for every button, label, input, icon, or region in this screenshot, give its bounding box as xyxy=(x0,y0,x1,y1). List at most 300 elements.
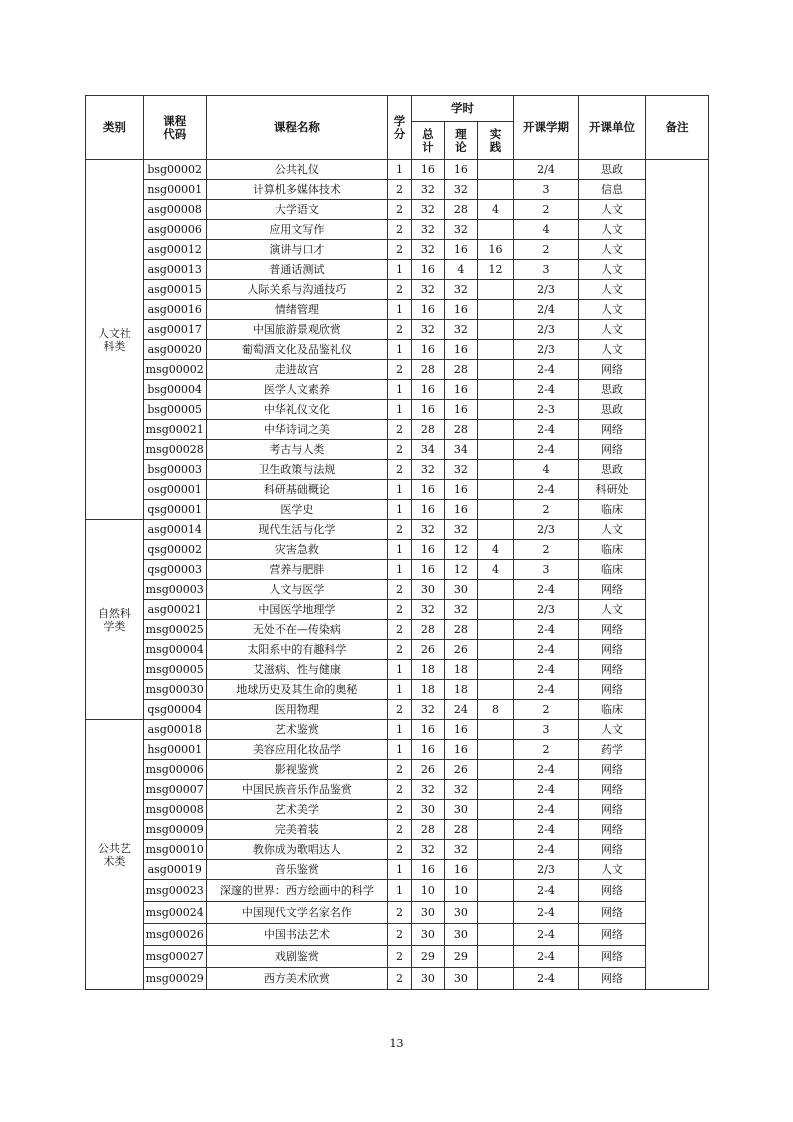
cell-practice xyxy=(477,902,513,924)
cell-credit: 2 xyxy=(388,700,412,720)
table-header xyxy=(86,96,709,160)
cell-theory: 28 xyxy=(444,620,477,640)
cell-code: asg00019 xyxy=(143,860,206,880)
header-notes: 备注 xyxy=(646,96,709,160)
cell-credit: 2 xyxy=(388,620,412,640)
cell-name: 音乐鉴赏 xyxy=(206,860,388,880)
cell-unit: 临床 xyxy=(578,560,645,580)
cell-practice: 12 xyxy=(477,260,513,280)
table-row xyxy=(86,360,709,380)
header-unit: 开课单位 xyxy=(578,96,645,160)
cell-unit: 人文 xyxy=(578,280,645,300)
cell-credit: 2 xyxy=(388,946,412,968)
header-name: 课程名称 xyxy=(206,96,388,160)
cell-unit: 思政 xyxy=(578,380,645,400)
header-practice-line2: 践 xyxy=(489,139,502,154)
cell-semester: 4 xyxy=(514,220,579,240)
cell-total: 16 xyxy=(411,340,444,360)
cell-unit: 临床 xyxy=(578,700,645,720)
cell-theory: 34 xyxy=(444,440,477,460)
cell-practice: 4 xyxy=(477,560,513,580)
header-total xyxy=(411,122,444,160)
cell-unit: 网络 xyxy=(578,680,645,700)
cell-practice xyxy=(477,320,513,340)
cell-theory: 16 xyxy=(444,300,477,320)
cell-total: 16 xyxy=(411,560,444,580)
cell-theory: 26 xyxy=(444,640,477,660)
header-category: 类别 xyxy=(86,96,144,160)
category-cell xyxy=(86,720,144,990)
cell-semester: 2-4 xyxy=(514,660,579,680)
cell-semester: 3 xyxy=(514,720,579,740)
course-table xyxy=(85,95,709,990)
cell-unit: 网络 xyxy=(578,760,645,780)
cell-practice xyxy=(477,520,513,540)
cell-name: 中国医学地理学 xyxy=(206,600,388,620)
cell-theory: 26 xyxy=(444,760,477,780)
table-row xyxy=(86,680,709,700)
cell-semester: 2-4 xyxy=(514,680,579,700)
cell-total: 32 xyxy=(411,240,444,260)
cell-code: msg00005 xyxy=(143,660,206,680)
cell-unit: 药学 xyxy=(578,740,645,760)
cell-unit: 网络 xyxy=(578,924,645,946)
cell-code: asg00021 xyxy=(143,600,206,620)
cell-credit: 2 xyxy=(388,924,412,946)
cell-total: 30 xyxy=(411,902,444,924)
cell-total: 16 xyxy=(411,380,444,400)
cell-unit: 网络 xyxy=(578,780,645,800)
category-cell xyxy=(86,160,144,520)
table-row xyxy=(86,760,709,780)
cell-semester: 2-4 xyxy=(514,420,579,440)
table-row xyxy=(86,740,709,760)
cell-code: msg00010 xyxy=(143,840,206,860)
cell-total: 16 xyxy=(411,480,444,500)
cell-code: asg00012 xyxy=(143,240,206,260)
cell-code: msg00008 xyxy=(143,800,206,820)
cell-practice xyxy=(477,740,513,760)
table-row xyxy=(86,620,709,640)
cell-total: 32 xyxy=(411,200,444,220)
header-total-line2: 计 xyxy=(422,139,434,154)
header-theory-line2: 论 xyxy=(455,139,467,154)
table-row xyxy=(86,902,709,924)
cell-name: 地球历史及其生命的奥秘 xyxy=(206,680,388,700)
cell-name: 完美着装 xyxy=(206,820,388,840)
cell-practice xyxy=(477,460,513,480)
cell-name: 医学人文素养 xyxy=(206,380,388,400)
cell-unit: 网络 xyxy=(578,580,645,600)
cell-credit: 1 xyxy=(388,540,412,560)
cell-name: 教你成为歌唱达人 xyxy=(206,840,388,860)
cell-practice xyxy=(477,360,513,380)
header-practice-line1: 实 xyxy=(489,126,502,141)
table-row xyxy=(86,968,709,990)
cell-theory: 32 xyxy=(444,780,477,800)
cell-practice xyxy=(477,860,513,880)
cell-total: 28 xyxy=(411,820,444,840)
cell-theory: 24 xyxy=(444,700,477,720)
cell-practice xyxy=(477,500,513,520)
cell-unit: 网络 xyxy=(578,840,645,860)
cell-practice xyxy=(477,480,513,500)
cell-code: msg00025 xyxy=(143,620,206,640)
cell-code: msg00030 xyxy=(143,680,206,700)
table-row xyxy=(86,520,709,540)
cell-code: msg00003 xyxy=(143,580,206,600)
cell-credit: 1 xyxy=(388,660,412,680)
cell-unit: 网络 xyxy=(578,360,645,380)
category-line1: 人文社 xyxy=(97,326,131,340)
cell-code: nsg00001 xyxy=(143,180,206,200)
cell-credit: 2 xyxy=(388,220,412,240)
notes-cell xyxy=(646,160,709,990)
header-theory-line1: 理 xyxy=(455,126,467,141)
cell-credit: 2 xyxy=(388,760,412,780)
cell-unit: 临床 xyxy=(578,540,645,560)
cell-theory: 32 xyxy=(444,180,477,200)
cell-credit: 2 xyxy=(388,240,412,260)
cell-semester: 3 xyxy=(514,180,579,200)
cell-semester: 2/3 xyxy=(514,340,579,360)
table-row xyxy=(86,260,709,280)
cell-total: 16 xyxy=(411,720,444,740)
cell-name: 营养与肥胖 xyxy=(206,560,388,580)
cell-name: 中华礼仪文化 xyxy=(206,400,388,420)
header-practice xyxy=(477,122,513,160)
header-code-line1: 课程 xyxy=(163,113,187,128)
cell-practice xyxy=(477,800,513,820)
cell-semester: 2-4 xyxy=(514,924,579,946)
cell-theory: 32 xyxy=(444,220,477,240)
cell-unit: 人文 xyxy=(578,220,645,240)
cell-unit: 人文 xyxy=(578,520,645,540)
cell-code: bsg00003 xyxy=(143,460,206,480)
cell-credit: 1 xyxy=(388,480,412,500)
cell-unit: 网络 xyxy=(578,440,645,460)
cell-total: 16 xyxy=(411,540,444,560)
category-line2: 科类 xyxy=(103,339,126,353)
table-row xyxy=(86,440,709,460)
cell-name: 现代生活与化学 xyxy=(206,520,388,540)
cell-name: 西方美术欣赏 xyxy=(206,968,388,990)
cell-name: 艾滋病、性与健康 xyxy=(206,660,388,680)
cell-practice xyxy=(477,720,513,740)
cell-total: 16 xyxy=(411,740,444,760)
cell-credit: 1 xyxy=(388,720,412,740)
cell-total: 32 xyxy=(411,700,444,720)
cell-credit: 1 xyxy=(388,380,412,400)
cell-theory: 12 xyxy=(444,560,477,580)
cell-credit: 1 xyxy=(388,500,412,520)
cell-code: asg00006 xyxy=(143,220,206,240)
cell-semester: 2 xyxy=(514,700,579,720)
cell-theory: 16 xyxy=(444,500,477,520)
cell-semester: 2-3 xyxy=(514,400,579,420)
table-row xyxy=(86,820,709,840)
cell-semester: 2/4 xyxy=(514,160,579,180)
cell-code: asg00017 xyxy=(143,320,206,340)
cell-credit: 2 xyxy=(388,780,412,800)
cell-name: 艺术鉴赏 xyxy=(206,720,388,740)
cell-credit: 2 xyxy=(388,460,412,480)
cell-code: msg00002 xyxy=(143,360,206,380)
cell-practice xyxy=(477,300,513,320)
cell-semester: 2 xyxy=(514,200,579,220)
cell-theory: 18 xyxy=(444,660,477,680)
table-row xyxy=(86,924,709,946)
cell-semester: 3 xyxy=(514,560,579,580)
cell-code: msg00024 xyxy=(143,902,206,924)
cell-code: qsg00003 xyxy=(143,560,206,580)
cell-theory: 16 xyxy=(444,740,477,760)
table-body xyxy=(86,160,709,990)
cell-code: hsg00001 xyxy=(143,740,206,760)
cell-theory: 16 xyxy=(444,720,477,740)
cell-credit: 2 xyxy=(388,360,412,380)
cell-practice xyxy=(477,220,513,240)
cell-practice xyxy=(477,280,513,300)
cell-total: 32 xyxy=(411,320,444,340)
category-cell xyxy=(86,520,144,720)
cell-practice xyxy=(477,580,513,600)
cell-credit: 1 xyxy=(388,880,412,902)
cell-practice xyxy=(477,600,513,620)
header-theory xyxy=(444,122,477,160)
table-row xyxy=(86,320,709,340)
cell-name: 计算机多媒体技术 xyxy=(206,180,388,200)
cell-unit: 网络 xyxy=(578,660,645,680)
cell-credit: 2 xyxy=(388,902,412,924)
cell-theory: 16 xyxy=(444,160,477,180)
cell-practice xyxy=(477,820,513,840)
cell-code: asg00020 xyxy=(143,340,206,360)
cell-code: qsg00001 xyxy=(143,500,206,520)
cell-practice xyxy=(477,400,513,420)
cell-credit: 1 xyxy=(388,160,412,180)
cell-unit: 思政 xyxy=(578,160,645,180)
cell-unit: 人文 xyxy=(578,860,645,880)
cell-name: 情绪管理 xyxy=(206,300,388,320)
cell-practice: 16 xyxy=(477,240,513,260)
cell-credit: 2 xyxy=(388,200,412,220)
cell-theory: 29 xyxy=(444,946,477,968)
table-row xyxy=(86,160,709,180)
cell-theory: 32 xyxy=(444,520,477,540)
cell-total: 32 xyxy=(411,220,444,240)
cell-unit: 思政 xyxy=(578,460,645,480)
cell-unit: 人文 xyxy=(578,720,645,740)
cell-unit: 科研处 xyxy=(578,480,645,500)
cell-total: 16 xyxy=(411,300,444,320)
cell-total: 16 xyxy=(411,260,444,280)
cell-code: asg00008 xyxy=(143,200,206,220)
cell-name: 人际关系与沟通技巧 xyxy=(206,280,388,300)
cell-theory: 32 xyxy=(444,600,477,620)
cell-total: 16 xyxy=(411,160,444,180)
cell-theory: 28 xyxy=(444,360,477,380)
cell-practice xyxy=(477,760,513,780)
cell-semester: 2 xyxy=(514,540,579,560)
cell-code: msg00029 xyxy=(143,968,206,990)
cell-unit: 网络 xyxy=(578,902,645,924)
cell-code: osg00001 xyxy=(143,480,206,500)
cell-unit: 网络 xyxy=(578,420,645,440)
table-row xyxy=(86,500,709,520)
cell-name: 科研基础概论 xyxy=(206,480,388,500)
cell-name: 深邃的世界：西方绘画中的科学 xyxy=(206,880,388,902)
category-line2: 学类 xyxy=(103,619,126,633)
table-row xyxy=(86,240,709,260)
category-line1: 自然科 xyxy=(97,606,131,620)
cell-practice xyxy=(477,180,513,200)
table-row xyxy=(86,460,709,480)
cell-total: 16 xyxy=(411,400,444,420)
table-row xyxy=(86,280,709,300)
cell-code: asg00018 xyxy=(143,720,206,740)
cell-total: 29 xyxy=(411,946,444,968)
cell-name: 考古与人类 xyxy=(206,440,388,460)
cell-total: 10 xyxy=(411,880,444,902)
cell-total: 18 xyxy=(411,660,444,680)
cell-credit: 2 xyxy=(388,320,412,340)
header-total-line1: 总 xyxy=(422,126,434,141)
cell-code: bsg00002 xyxy=(143,160,206,180)
cell-total: 32 xyxy=(411,780,444,800)
cell-code: msg00023 xyxy=(143,880,206,902)
cell-theory: 4 xyxy=(444,260,477,280)
cell-name: 艺术美学 xyxy=(206,800,388,820)
cell-theory: 10 xyxy=(444,880,477,902)
cell-semester: 2-4 xyxy=(514,820,579,840)
cell-name: 葡萄酒文化及品鉴礼仪 xyxy=(206,340,388,360)
cell-theory: 32 xyxy=(444,460,477,480)
cell-name: 中华诗词之美 xyxy=(206,420,388,440)
cell-theory: 16 xyxy=(444,340,477,360)
cell-total: 30 xyxy=(411,968,444,990)
cell-total: 30 xyxy=(411,580,444,600)
cell-practice xyxy=(477,440,513,460)
cell-semester: 2/3 xyxy=(514,320,579,340)
cell-code: bsg00004 xyxy=(143,380,206,400)
cell-total: 32 xyxy=(411,840,444,860)
cell-credit: 2 xyxy=(388,580,412,600)
cell-semester: 4 xyxy=(514,460,579,480)
page-number: 13 xyxy=(389,1037,404,1050)
cell-credit: 2 xyxy=(388,640,412,660)
cell-name: 普通话测试 xyxy=(206,260,388,280)
cell-semester: 2-4 xyxy=(514,360,579,380)
cell-semester: 2-4 xyxy=(514,840,579,860)
cell-semester: 2/3 xyxy=(514,280,579,300)
cell-practice xyxy=(477,946,513,968)
cell-code: asg00013 xyxy=(143,260,206,280)
cell-practice xyxy=(477,340,513,360)
cell-name: 美容应用化妆品学 xyxy=(206,740,388,760)
cell-unit: 网络 xyxy=(578,620,645,640)
cell-unit: 网络 xyxy=(578,820,645,840)
cell-code: msg00004 xyxy=(143,640,206,660)
cell-theory: 16 xyxy=(444,860,477,880)
cell-semester: 2-4 xyxy=(514,380,579,400)
cell-credit: 1 xyxy=(388,340,412,360)
cell-credit: 2 xyxy=(388,180,412,200)
cell-theory: 16 xyxy=(444,240,477,260)
cell-semester: 2/4 xyxy=(514,300,579,320)
cell-theory: 16 xyxy=(444,380,477,400)
cell-credit: 2 xyxy=(388,440,412,460)
cell-practice xyxy=(477,640,513,660)
cell-unit: 思政 xyxy=(578,400,645,420)
cell-total: 32 xyxy=(411,520,444,540)
cell-unit: 人文 xyxy=(578,260,645,280)
cell-code: msg00027 xyxy=(143,946,206,968)
cell-credit: 2 xyxy=(388,968,412,990)
cell-name: 中国旅游景观欣赏 xyxy=(206,320,388,340)
cell-theory: 16 xyxy=(444,400,477,420)
cell-practice xyxy=(477,780,513,800)
cell-credit: 2 xyxy=(388,840,412,860)
cell-practice xyxy=(477,680,513,700)
cell-theory: 30 xyxy=(444,968,477,990)
cell-semester: 2 xyxy=(514,740,579,760)
cell-name: 医用物理 xyxy=(206,700,388,720)
cell-name: 灾害急救 xyxy=(206,540,388,560)
cell-total: 28 xyxy=(411,620,444,640)
header-credit-line1: 学 xyxy=(393,113,406,128)
cell-semester: 2-4 xyxy=(514,902,579,924)
cell-theory: 28 xyxy=(444,820,477,840)
cell-credit: 1 xyxy=(388,260,412,280)
cell-practice xyxy=(477,380,513,400)
cell-semester: 2 xyxy=(514,240,579,260)
cell-credit: 2 xyxy=(388,820,412,840)
table-row xyxy=(86,640,709,660)
cell-total: 32 xyxy=(411,600,444,620)
cell-unit: 人文 xyxy=(578,240,645,260)
cell-theory: 16 xyxy=(444,480,477,500)
cell-semester: 2-4 xyxy=(514,880,579,902)
cell-practice xyxy=(477,840,513,860)
cell-name: 演讲与口才 xyxy=(206,240,388,260)
cell-semester: 3 xyxy=(514,260,579,280)
cell-credit: 1 xyxy=(388,680,412,700)
cell-practice: 4 xyxy=(477,200,513,220)
cell-name: 卫生政策与法规 xyxy=(206,460,388,480)
table-row xyxy=(86,540,709,560)
cell-code: msg00028 xyxy=(143,440,206,460)
cell-semester: 2-4 xyxy=(514,968,579,990)
cell-theory: 12 xyxy=(444,540,477,560)
cell-semester: 2-4 xyxy=(514,640,579,660)
cell-name: 太阳系中的有趣科学 xyxy=(206,640,388,660)
cell-name: 公共礼仪 xyxy=(206,160,388,180)
category-line1: 公共艺 xyxy=(97,841,131,855)
table-row xyxy=(86,800,709,820)
table-row xyxy=(86,220,709,240)
cell-name: 戏剧鉴赏 xyxy=(206,946,388,968)
header-semester: 开课学期 xyxy=(514,96,579,160)
cell-practice xyxy=(477,620,513,640)
cell-unit: 网络 xyxy=(578,880,645,902)
cell-unit: 网络 xyxy=(578,946,645,968)
cell-unit: 人文 xyxy=(578,320,645,340)
cell-code: asg00016 xyxy=(143,300,206,320)
cell-total: 32 xyxy=(411,460,444,480)
table-row xyxy=(86,946,709,968)
cell-name: 中国书法艺术 xyxy=(206,924,388,946)
